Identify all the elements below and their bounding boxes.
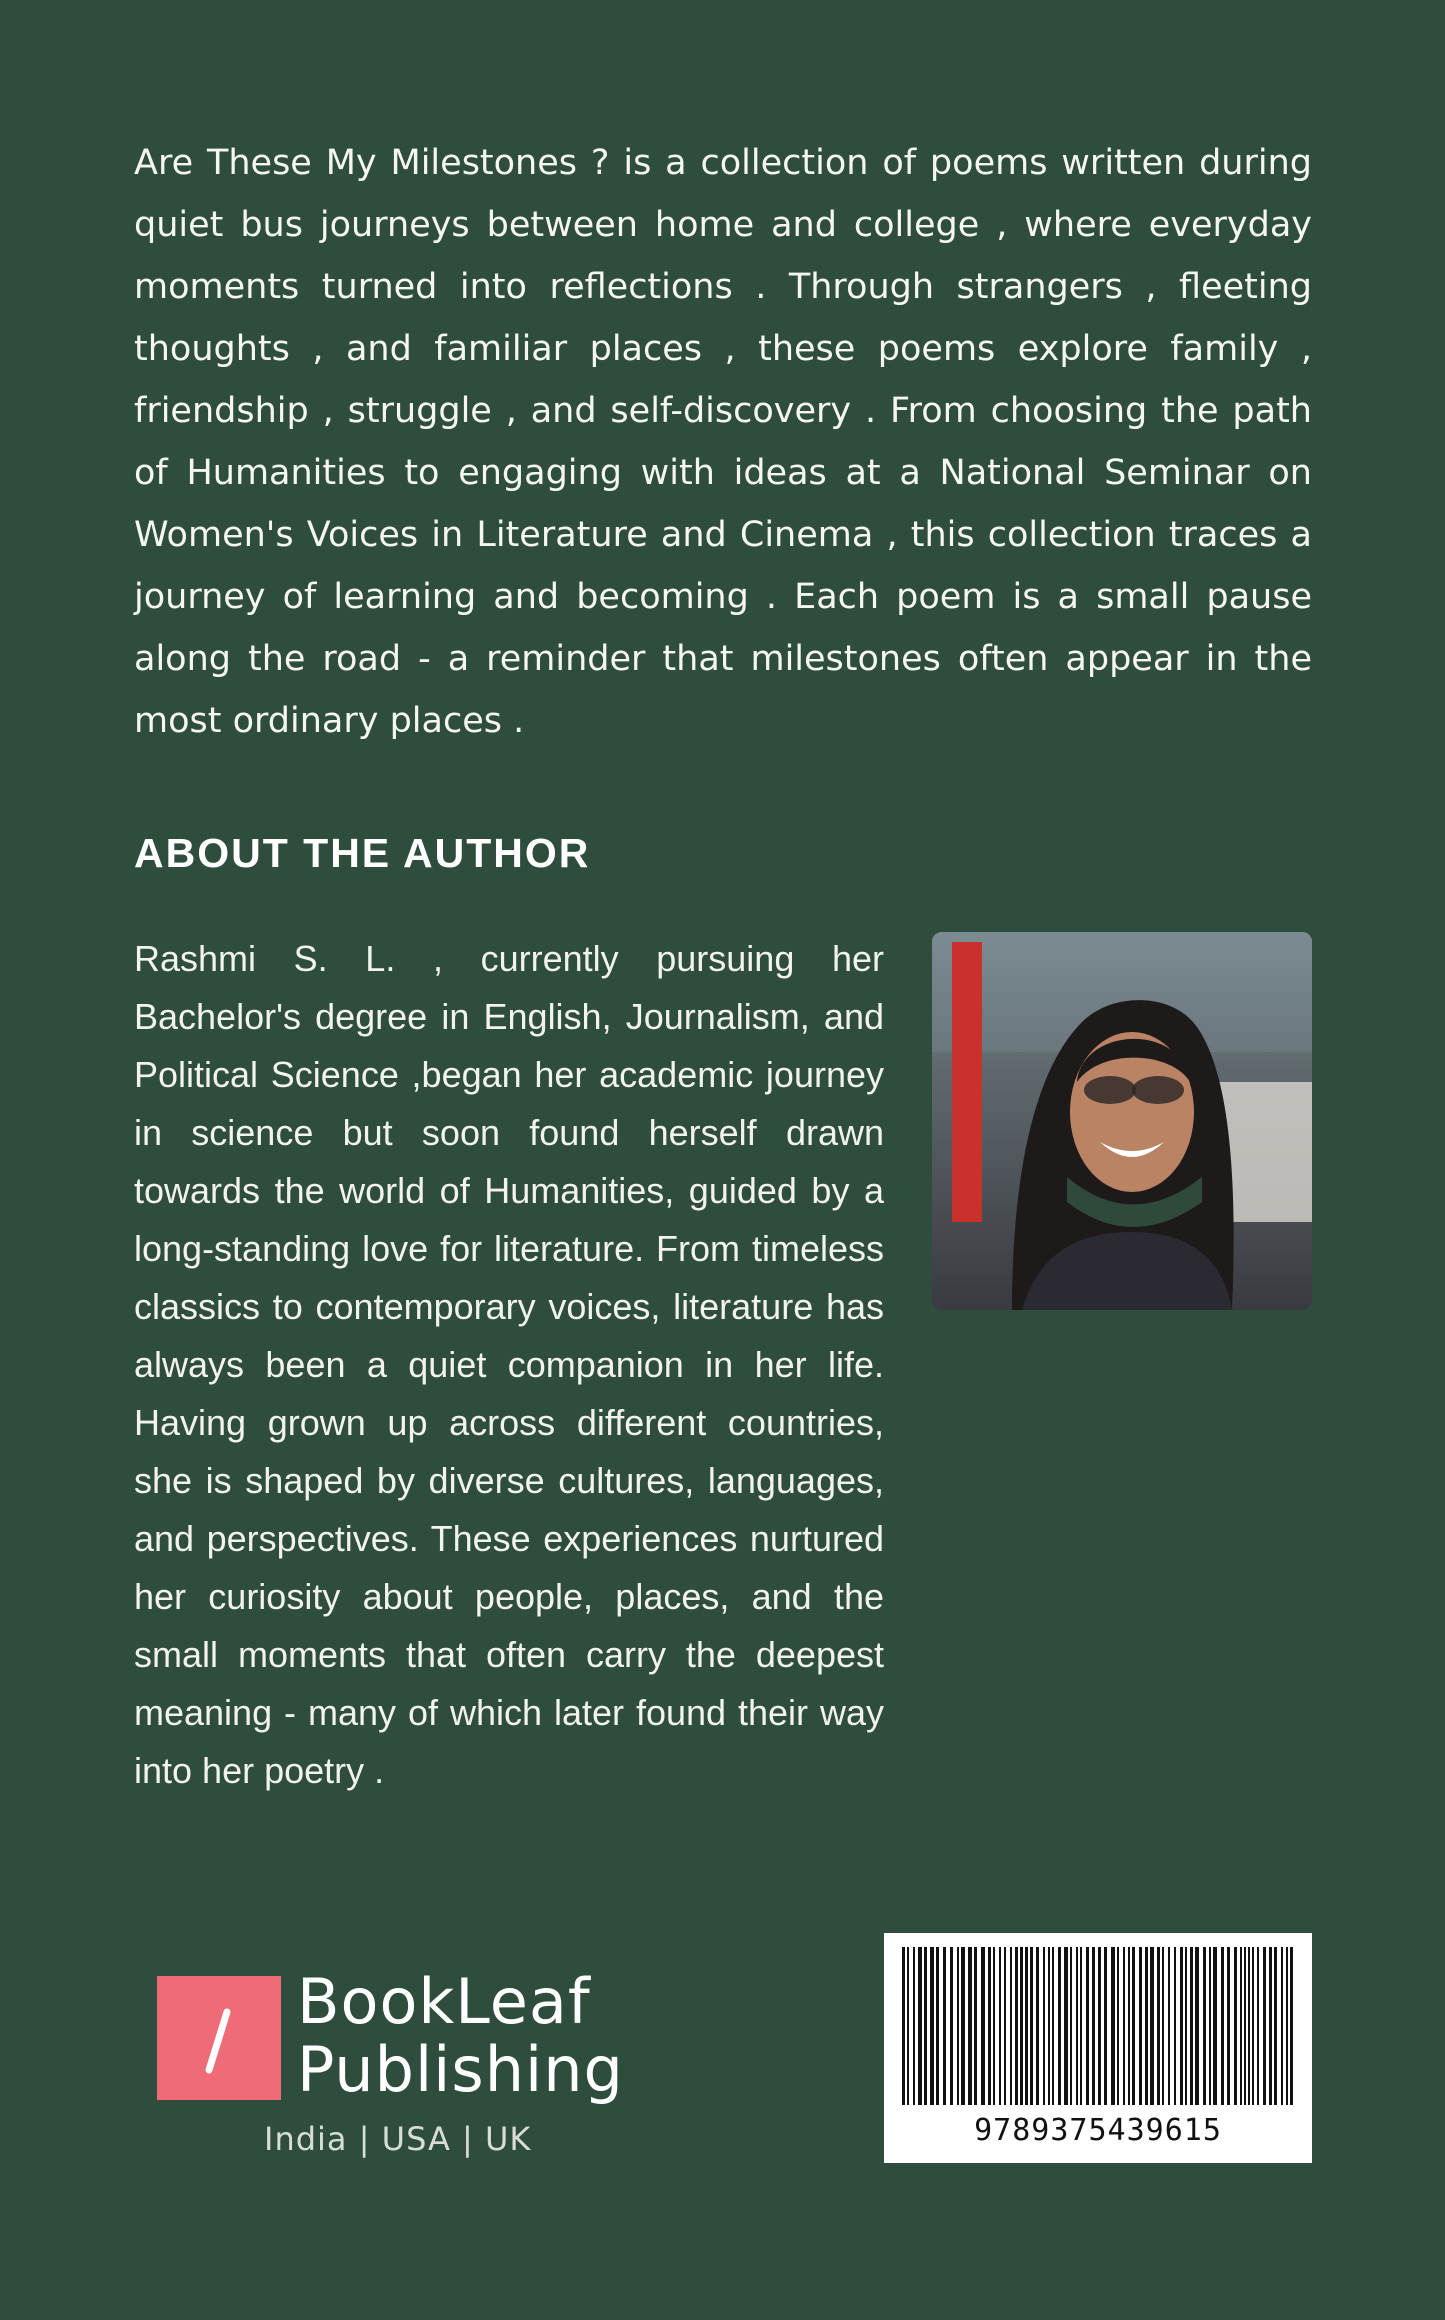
barcode-bar: [1139, 1947, 1142, 2105]
isbn-barcode: [884, 1933, 1312, 2163]
barcode-bar: [1213, 1947, 1217, 2105]
barcode-bar: [1123, 1947, 1125, 2105]
barcode-bar: [924, 1947, 927, 2105]
barcode-bar: [1180, 1947, 1183, 2105]
barcode-bar: [950, 1947, 953, 2105]
barcode-bar: [1025, 1947, 1028, 2105]
barcode-bar: [1150, 1947, 1154, 2105]
barcode-bar: [918, 1947, 922, 2105]
barcode-bar: [1076, 1947, 1078, 2105]
barcode-bar: [1157, 1947, 1160, 2105]
barcode-bar: [1234, 1947, 1237, 2105]
barcode-bar: [1043, 1947, 1045, 2105]
author-bio: Rashmi S. L. , currently pursuing her Bachelor's degree in English, Journalism, and Political Science ,began her academic journey in science but soon found herself drawn towards the world of Humanities, guided by a long-standing love for literature. From timeless classics to contemporary voices, literature has always been a quiet companion in her life. Having grown up across different countries, she is shaped by diverse cultures, languages, and perspectives. These experiences nurtured her curiosity about people, places, and the small moments that often carry the deepest meaning - many of which later found their way into her poetry .: [134, 938, 884, 1791]
book-blurb: Are These My Milestones ? is a collection of poems written during quiet bus journeys between home and college , where everyday moments turned into reflections . Through strangers , fleeting thoughts , and familiar places , these poems explore family , friendship , struggle , and self-discovery . From choosing the path of Humanities to engaging with ideas at a National Seminar on Women's Voices in Literature and Cinema , this collection traces a journey of learning and becoming . Each poem is a small pause along the road - a reminder that milestones often appear in the most ordinary places .: [134, 143, 1312, 741]
barcode-bar: [1162, 1947, 1164, 2105]
publisher-regions: India | USA | UK: [264, 2120, 532, 2158]
barcode-bar: [1004, 1947, 1006, 2105]
barcode-bar: [957, 1947, 959, 2105]
barcode-bar: [1263, 1947, 1266, 2105]
barcode-bar: [1227, 1947, 1230, 2105]
barcode-bar: [1111, 1947, 1115, 2105]
barcode-bar: [974, 1947, 977, 2105]
about-author-heading: ABOUT THE AUTHOR: [134, 830, 591, 876]
barcode-bar: [1064, 1947, 1068, 2105]
logo-mark: [157, 1976, 281, 2100]
barcode-bar: [1020, 1947, 1023, 2105]
barcode-bar: [988, 1947, 991, 2105]
barcode-bar: [1030, 1947, 1033, 2105]
barcode-bar: [1269, 1947, 1272, 2105]
barcode-bars: [884, 1933, 1312, 2113]
barcode-bar: [1036, 1947, 1039, 2105]
barcode-bar: [913, 1947, 915, 2105]
barcode-bar: [1257, 1947, 1259, 2105]
barcode-bar: [1286, 1947, 1288, 2105]
barcode-bar: [1132, 1947, 1135, 2105]
barcode-bar: [1290, 1947, 1293, 2105]
barcode-bar: [1190, 1947, 1193, 2105]
barcode-bar: [907, 1947, 909, 2105]
barcode-bar: [961, 1947, 965, 2105]
isbn-number: 9789375439615: [974, 2113, 1222, 2148]
barcode-bar: [1086, 1947, 1089, 2105]
barcode-bar: [1209, 1947, 1211, 2105]
publisher-name-line1: BookLeaf: [297, 1965, 591, 2038]
barcode-bar: [1174, 1947, 1176, 2105]
barcode-bar: [993, 1947, 995, 2105]
barcode-bar: [1252, 1947, 1254, 2105]
barcode-bar: [1203, 1947, 1206, 2105]
barcode-bar: [1104, 1947, 1107, 2105]
barcode-bar: [1195, 1947, 1199, 2105]
barcode-bar: [943, 1947, 946, 2105]
barcode-bar: [968, 1947, 972, 2105]
barcode-bar: [1048, 1947, 1050, 2105]
bookleaf-logo: [157, 1965, 624, 2108]
barcode-bar: [981, 1947, 985, 2105]
publisher-name: [297, 1965, 624, 2106]
barcode-bar: [1092, 1947, 1095, 2105]
barcode-bar: [1281, 1947, 1283, 2105]
barcode-bar: [1274, 1947, 1277, 2105]
barcode-bar: [1145, 1947, 1148, 2105]
barcode-bar: [1221, 1947, 1224, 2105]
barcode-bar: [1128, 1947, 1130, 2105]
barcode-bar: [1058, 1947, 1061, 2105]
barcode-bar: [1248, 1947, 1250, 2105]
publisher-name-line2: Publishing: [297, 2033, 624, 2106]
barcode-bar: [1080, 1947, 1082, 2105]
barcode-bar: [1117, 1947, 1119, 2105]
barcode-bar: [999, 1947, 1001, 2105]
barcode-bar: [1098, 1947, 1101, 2105]
barcode-bar: [1052, 1947, 1054, 2105]
barcode-bar: [930, 1947, 934, 2105]
author-photo: [932, 932, 1312, 1310]
barcode-bar: [1015, 1947, 1018, 2105]
barcode-bar: [1168, 1947, 1170, 2105]
barcode-bar: [936, 1947, 939, 2105]
barcode-bar: [1010, 1947, 1012, 2105]
barcode-bar: [1240, 1947, 1242, 2105]
barcode-bar: [1070, 1947, 1072, 2105]
barcode-bar: [1185, 1947, 1187, 2105]
barcode-bar: [1244, 1947, 1246, 2105]
barcode-bar: [902, 1947, 905, 2105]
